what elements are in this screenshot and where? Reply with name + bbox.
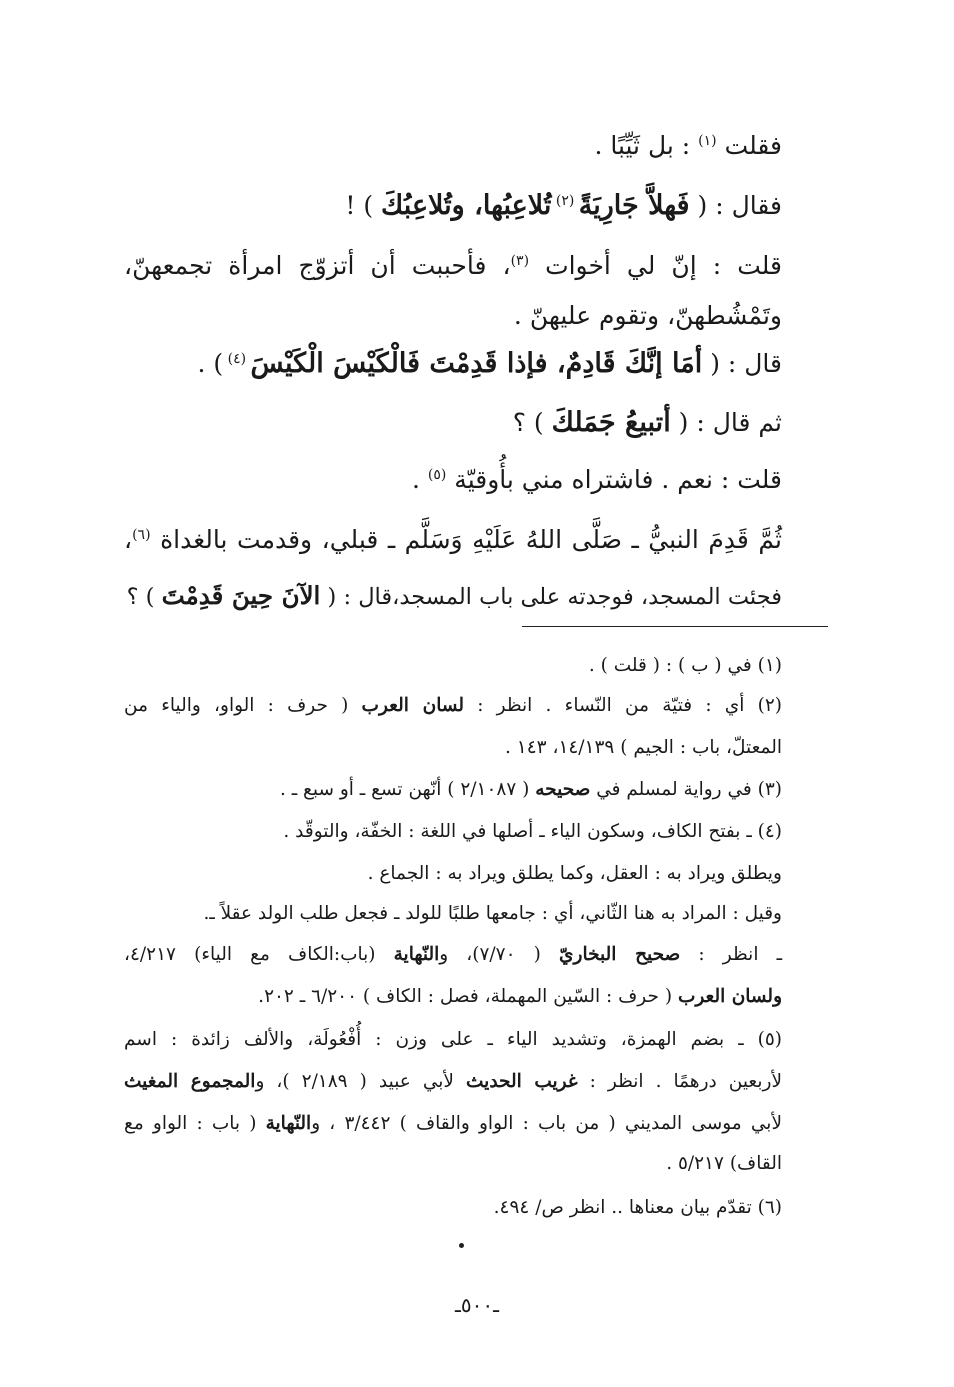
footnote-2-line-2: المعتلّ، باب : الجيم ) ١٤/١٣٩، ١٤٣ .	[505, 737, 782, 758]
source-title: ولسان العرب	[677, 986, 782, 1007]
main-line-9: فجئت المسجد، فوجدته على باب المسجد،قال : ( الآنَ حِينَ قَدِمْتَ ) ؟	[126, 581, 782, 610]
main-line-7: قلت : نعم . فاشتراه مني بأُوقيّة $^{(٥)}$ .	[411, 465, 782, 494]
footnote-ref-1[interactable]: (١)	[698, 133, 717, 149]
footnote-4-line-5: ولسان العرب ( حرف : السّين المهملة، فصل : الكاف ) ٦/٢٠٠ ـ ٢٠٢.	[258, 986, 782, 1007]
footnote-ref-2[interactable]: (٢)	[551, 193, 579, 209]
footnote-1: (١) في ( ب ) : ( قلت ) .	[588, 655, 782, 676]
page-number: ـ٥٠٠ـ	[455, 1293, 499, 1317]
footnote-5-line-4: القاف) ٥/٢١٧ .	[666, 1153, 782, 1174]
footnote-2-line-1: (٢) أي : فتيّة من النّساء . انظر : لسان العرب ( حرف : الواو، والياء من	[124, 695, 782, 716]
footnote-4-line-3: وقيل : المراد به هنا الثّاني، أي : جامعها طلبًا للولد ـ فجعل طلب الولد عقلاً ـ.	[203, 903, 782, 924]
footnote-5-line-1: (٥) ـ بضم الهمزة، وتشديد الياء ـ على وزن : أُفْعُولَة، والألف زائدة : اسم	[124, 1029, 782, 1050]
hadith-quote: الآنَ حِينَ قَدِمْتَ	[161, 581, 321, 610]
main-line-4: وتَمْشُطهنّ، وتقوم عليهنّ .	[513, 301, 782, 330]
source-title: لسان العرب	[361, 695, 464, 716]
main-line-5: قال : ( أمَا إنَّكَ قَادِمٌ، فإذا قَدِمْتَ فَالْكَيْسَ الْكَيْسَ $^{(٤)}$ ) .	[197, 348, 782, 379]
footnote-4-line-1: (٤) ـ بفتح الكاف، وسكون الياء ـ أصلها في اللغة : الخفّة، والتوقّد .	[283, 821, 782, 842]
footnote-ref-6[interactable]: (٦)	[132, 527, 151, 543]
main-line-1: فقلت $^{(١)}$ : بل ثَيِّبًا .	[594, 131, 782, 160]
hadith-quote: أمَا إنَّكَ قَادِمٌ، فإذا قَدِمْتَ فَالْكَيْسَ الْكَيْسَ	[250, 348, 703, 379]
footnote-separator	[522, 626, 828, 627]
main-line-8: ثُمَّ قَدِمَ النبيُّ ـ صَلَّى اللهُ عَلَيْهِ وَسَلَّم ـ قبلي، وقدمت بالغداة $^{(٦)}$،	[124, 525, 782, 554]
footnote-ref-5[interactable]: (٥)	[427, 467, 447, 483]
footnote-3: (٣) في رواية لمسلم في صحيحه ( ٢/١٠٨٧ ) أنّهن تسع ـ أو سبع ـ .	[279, 779, 782, 800]
footnote-5-line-2: لأربعين درهمًا . انظر : غريب الحديث لأبي عبيد ( ٢/١٨٩ )، والمجموع المغيث	[124, 1071, 782, 1092]
hadith-quote: تُلاعِبُها، وتُلاعِبُكَ	[381, 190, 552, 221]
source-title: النّهاية	[265, 1113, 312, 1134]
source-title: صحيحه	[535, 779, 591, 800]
hadith-quote: أتبيعُ جَمَلكَ	[551, 407, 671, 438]
source-title: النّهاية	[393, 944, 440, 965]
footnote-ref-3[interactable]: (٣)	[510, 253, 530, 269]
ornament-dot	[459, 1243, 464, 1248]
main-line-6: ثم قال : ( أتبيعُ جَمَلكَ ) ؟	[512, 407, 782, 438]
footnote-5-line-3: لأبي موسى المديني ( من باب : الواو والقاف ) ٣/٤٤٢ ، والنّهاية ( باب : الواو مع	[124, 1113, 782, 1134]
source-title: المجموع المغيث	[124, 1071, 256, 1092]
footnote-4-line-2: ويطلق ويراد به : العقل، وكما يطلق ويراد به : الجماع .	[367, 863, 782, 884]
source-title: صحيح البخاريّ	[559, 944, 681, 965]
source-title: غريب الحديث	[466, 1071, 578, 1092]
main-line-3: قلت : إنّ لي أخوات $^{(٣)}$، فأحببت أن أتزوّج امرأة تجمعهنّ،	[124, 251, 782, 280]
main-line-2: فقال : ( فَهلاَّ جَارِيَةً $^{(٢)}$ تُلاعِبُها، وتُلاعِبُكَ ) !	[345, 190, 782, 221]
footnote-4-line-4: ـ انظر : صحيح البخاريّ ( ٧/٧٠)، والنّهاية (باب:الكاف مع الياء) ٤/٢١٧،	[124, 944, 783, 965]
footnote-ref-4[interactable]: (٤)	[223, 351, 251, 367]
hadith-quote: فَهلاَّ جَارِيَةً	[578, 190, 690, 221]
footnote-6: (٦) تقدّم بيان معناها .. انظر ص/ ٤٩٤.	[493, 1197, 782, 1218]
